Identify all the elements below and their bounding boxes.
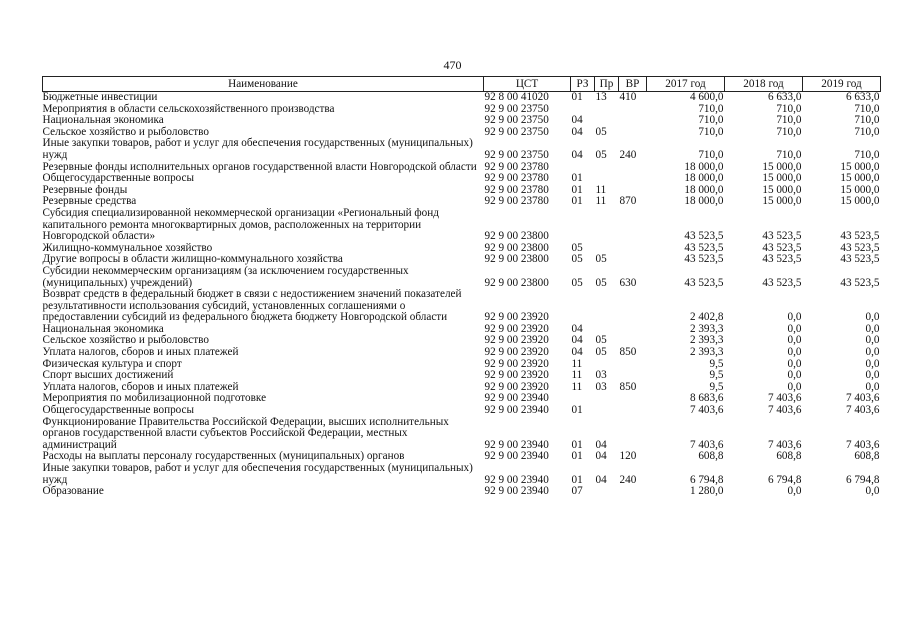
row-pr: 05 (595, 148, 607, 161)
budget-table (42, 76, 881, 498)
row-rz: 11 (571, 369, 583, 382)
row-pr: 04 (595, 450, 607, 463)
row-value-2019: 7 403,6 (845, 404, 880, 417)
row-vr (619, 208, 647, 243)
row-cst: 92 9 00 23920 (484, 334, 549, 347)
row-value-2019: 43 523,5 (840, 230, 880, 243)
row-vr (619, 393, 647, 405)
row-value-2017: 2 393,3 (689, 346, 724, 359)
row-name: Уплата налогов, сборов и иных платежей (42, 346, 239, 359)
row-name: Общегосударственные вопросы (42, 404, 195, 417)
row-value-2017: 18 000,0 (684, 172, 724, 185)
row-pr (595, 208, 619, 243)
row-rz: 11 (571, 380, 583, 393)
row-cst: 92 9 00 23800 (484, 276, 549, 289)
table-row (43, 289, 881, 324)
row-name: Сельское хозяйство и рыболовство (42, 125, 209, 138)
row-value-2019: 0,0 (865, 485, 880, 498)
row-vr: 850 (619, 346, 637, 359)
row-pr (595, 173, 619, 185)
row-rz: 04 (571, 148, 583, 161)
row-pr: 11 (595, 183, 607, 196)
row-cst: 92 9 00 23920 (484, 380, 549, 393)
row-cst: 92 9 00 23920 (484, 346, 549, 359)
row-cst: 92 9 00 23800 (484, 253, 549, 266)
row-name: Расходы на выплаты персоналу государственных (муниципальных) органов (42, 450, 405, 463)
row-name: Функционирование Правительства Российской Федерации, высших исполнительных органов государственной власти субъектов Российской Федерации, местных администраций (42, 415, 449, 451)
table-row (43, 92, 881, 104)
row-value-2018: 0,0 (787, 346, 802, 359)
row-value-2019: 710,0 (854, 114, 880, 127)
row-name: Резервные фонды (42, 183, 128, 196)
row-cst: 92 9 00 23940 (484, 404, 549, 417)
row-value-2018: 6 633,0 (767, 91, 802, 103)
row-name: Резервные средства (42, 195, 137, 208)
row-value-2017: 18 000,0 (684, 160, 724, 173)
row-rz: 04 (571, 334, 583, 347)
row-value-2018: 43 523,5 (762, 253, 802, 266)
table-row (43, 405, 881, 417)
row-cst: 92 9 00 23750 (484, 114, 549, 127)
row-cst: 92 9 00 23940 (484, 392, 549, 405)
row-vr (619, 289, 647, 324)
table-row (43, 266, 881, 289)
table-row (43, 138, 881, 161)
row-value-2017: 43 523,5 (684, 230, 724, 243)
row-value-2018: 0,0 (787, 380, 802, 393)
row-vr: 630 (619, 276, 637, 289)
row-rz: 11 (571, 357, 583, 370)
row-rz: 01 (571, 473, 583, 486)
row-value-2018: 710,0 (776, 102, 802, 115)
row-value-2018: 0,0 (787, 311, 802, 324)
row-pr: 05 (595, 276, 607, 289)
header-rz: РЗ (571, 77, 595, 92)
row-cst: 92 9 00 23750 (484, 148, 549, 161)
row-value-2019: 0,0 (865, 334, 880, 347)
row-value-2019: 0,0 (865, 322, 880, 335)
row-value-2018: 43 523,5 (762, 241, 802, 254)
row-value-2017: 9,5 (709, 369, 724, 382)
row-name: Субсидия специализированной некоммерческой организации «Региональный фонд капитального ремонта многоквартирных домов, расположенных на территории Новгородской области» (42, 206, 439, 243)
row-value-2017: 9,5 (709, 380, 724, 393)
row-cst: 92 9 00 23920 (484, 311, 549, 324)
row-name: Бюджетные инвестиции (42, 91, 158, 103)
row-value-2017: 43 523,5 (684, 253, 724, 266)
row-rz: 04 (571, 125, 583, 138)
row-value-2018: 43 523,5 (762, 276, 802, 289)
row-rz: 01 (571, 450, 583, 463)
row-name: Мероприятия по мобилизационной подготовке (42, 392, 267, 405)
row-cst: 92 9 00 23800 (484, 241, 549, 254)
row-pr: 05 (595, 125, 607, 138)
row-cst: 92 9 00 23750 (484, 102, 549, 115)
row-pr: 05 (595, 334, 607, 347)
row-value-2019: 43 523,5 (840, 253, 880, 266)
row-vr (619, 127, 647, 139)
row-vr: 120 (619, 450, 637, 463)
row-name: Сельское хозяйство и рыболовство (42, 334, 209, 347)
row-value-2019: 0,0 (865, 369, 880, 382)
row-pr: 04 (595, 473, 607, 486)
row-cst: 92 9 00 23920 (484, 369, 549, 382)
row-rz: 01 (571, 404, 583, 417)
row-vr (619, 254, 647, 266)
row-value-2019: 15 000,0 (840, 160, 880, 173)
row-pr: 11 (595, 195, 607, 208)
row-vr (619, 417, 647, 452)
row-value-2017: 710,0 (698, 148, 724, 161)
row-value-2017: 43 523,5 (684, 241, 724, 254)
row-name: Иные закупки товаров, работ и услуг для обеспечения государственных (муниципальных) нужд (42, 462, 473, 486)
row-value-2018: 0,0 (787, 357, 802, 370)
row-value-2018: 0,0 (787, 334, 802, 347)
page-number: 470 (443, 58, 462, 72)
row-value-2017: 7 403,6 (689, 404, 724, 417)
row-cst: 92 9 00 23750 (484, 125, 549, 138)
row-value-2019: 0,0 (865, 380, 880, 393)
row-value-2018: 6 794,8 (767, 473, 802, 486)
row-value-2019: 0,0 (865, 346, 880, 359)
row-rz: 01 (571, 91, 583, 103)
row-name: Уплата налогов, сборов и иных платежей (42, 380, 239, 393)
header-2018: 2018 год (725, 77, 803, 92)
row-value-2019: 710,0 (854, 148, 880, 161)
row-value-2019: 710,0 (854, 102, 880, 115)
row-vr (619, 162, 647, 174)
row-name: Жилищно-коммунальное хозяйство (42, 241, 213, 254)
row-cst: 92 9 00 23940 (484, 485, 549, 498)
row-value-2019: 7 403,6 (845, 392, 880, 405)
row-vr (619, 243, 647, 255)
row-name: Субсидии некоммерческим организациям (за исключением государственных (муниципальных) учреждений) (42, 264, 409, 289)
row-cst: 92 9 00 23940 (484, 450, 549, 463)
row-name: Общегосударственные вопросы (42, 172, 195, 185)
header-2017: 2017 год (647, 77, 725, 92)
row-value-2017: 9,5 (709, 357, 724, 370)
row-value-2018: 43 523,5 (762, 230, 802, 243)
row-name: Физическая культура и спорт (42, 357, 182, 370)
row-value-2019: 6 794,8 (845, 473, 880, 486)
row-vr (619, 115, 647, 127)
table-row (43, 417, 881, 452)
row-value-2017: 6 794,8 (689, 473, 724, 486)
row-value-2018: 0,0 (787, 485, 802, 498)
row-vr (619, 486, 647, 498)
header-2019: 2019 год (803, 77, 881, 92)
row-cst: 92 9 00 23780 (484, 183, 549, 196)
row-pr (595, 405, 619, 417)
row-rz: 01 (571, 183, 583, 196)
row-cst: 92 9 00 23920 (484, 322, 549, 335)
table-body (43, 92, 881, 498)
header-row (43, 77, 881, 92)
row-rz: 07 (571, 485, 583, 498)
row-pr (595, 104, 619, 116)
row-rz: 04 (571, 114, 583, 127)
row-value-2019: 15 000,0 (840, 195, 880, 208)
row-vr: 410 (619, 91, 637, 103)
row-vr (619, 173, 647, 185)
row-name: Национальная экономика (42, 114, 164, 127)
row-name: Другие вопросы в области жилищно-коммунального хозяйства (42, 253, 343, 266)
row-pr (595, 289, 619, 324)
row-value-2019: 15 000,0 (840, 172, 880, 185)
row-cst: 92 9 00 23940 (484, 473, 549, 486)
row-value-2018: 710,0 (776, 148, 802, 161)
row-rz: 04 (571, 322, 583, 335)
row-value-2017: 710,0 (698, 114, 724, 127)
row-value-2018: 608,8 (776, 450, 802, 463)
row-pr: 05 (595, 253, 607, 266)
row-pr: 05 (595, 346, 607, 359)
row-value-2017: 1 280,0 (689, 485, 724, 498)
row-value-2019: 0,0 (865, 311, 880, 324)
row-cst: 92 9 00 23780 (484, 195, 549, 208)
row-name: Национальная экономика (42, 322, 164, 335)
row-value-2018: 0,0 (787, 322, 802, 335)
row-value-2017: 2 402,8 (689, 311, 724, 324)
table-header (43, 77, 881, 92)
row-vr: 240 (619, 473, 637, 486)
row-value-2018: 7 403,6 (767, 404, 802, 417)
row-rz (571, 208, 595, 243)
row-value-2017: 8 683,6 (689, 392, 724, 405)
row-cst: 92 9 00 23920 (484, 357, 549, 370)
row-name: Спорт высших достижений (42, 369, 174, 382)
row-value-2019: 608,8 (854, 450, 880, 463)
row-value-2019: 710,0 (854, 125, 880, 138)
row-pr (595, 393, 619, 405)
row-name: Возврат средств в федеральный бюджет в связи с недостижением значений показателей результативности использования субсидий, установленных соглашениями о предоставлении субсидий из федерального бюджета бюджету Новгородской области (42, 288, 462, 324)
row-pr (595, 162, 619, 174)
row-value-2018: 15 000,0 (762, 183, 802, 196)
table-row (43, 486, 881, 498)
table-row (43, 463, 881, 486)
row-value-2019: 43 523,5 (840, 241, 880, 254)
header-cst: ЦСТ (484, 77, 571, 92)
row-value-2017: 710,0 (698, 102, 724, 115)
row-value-2017: 7 403,6 (689, 438, 724, 451)
row-value-2017: 4 600,0 (689, 91, 724, 103)
row-pr: 13 (595, 91, 607, 103)
row-cst: 92 9 00 23780 (484, 160, 549, 173)
row-name: Образование (42, 485, 104, 498)
row-cst: 92 9 00 23940 (484, 438, 549, 451)
row-cst: 92 8 00 41020 (484, 91, 549, 103)
row-vr: 850 (619, 380, 637, 393)
table-row (43, 173, 881, 185)
row-value-2018: 7 403,6 (767, 392, 802, 405)
row-rz: 05 (571, 276, 583, 289)
row-value-2017: 710,0 (698, 125, 724, 138)
row-value-2019: 43 523,5 (840, 276, 880, 289)
row-pr: 03 (595, 380, 607, 393)
row-pr: 04 (595, 438, 607, 451)
row-cst: 92 9 00 23780 (484, 172, 549, 185)
table-row (43, 104, 881, 116)
row-value-2017: 18 000,0 (684, 183, 724, 196)
table-row (43, 185, 881, 197)
row-rz: 05 (571, 241, 583, 254)
row-vr (619, 359, 647, 371)
row-value-2018: 15 000,0 (762, 195, 802, 208)
row-value-2019: 7 403,6 (845, 438, 880, 451)
row-value-2018: 15 000,0 (762, 172, 802, 185)
row-value-2017: 18 000,0 (684, 195, 724, 208)
row-name: Иные закупки товаров, работ и услуг для обеспечения государственных (муниципальных) нужд (42, 137, 473, 161)
row-value-2017: 43 523,5 (684, 276, 724, 289)
row-pr (595, 486, 619, 498)
row-vr: 240 (619, 148, 637, 161)
header-name: Наименование (43, 77, 484, 92)
row-rz: 01 (571, 438, 583, 451)
header-pr: Пр (595, 77, 619, 92)
table-row (43, 208, 881, 243)
row-value-2019: 15 000,0 (840, 183, 880, 196)
row-value-2018: 710,0 (776, 114, 802, 127)
row-value-2017: 2 393,3 (689, 322, 724, 335)
row-value-2017: 608,8 (698, 450, 724, 463)
row-value-2018: 7 403,6 (767, 438, 802, 451)
row-name: Мероприятия в области сельскохозяйственного производства (42, 102, 335, 115)
row-name: Резервные фонды исполнительных органов государственной власти Новгородской области (42, 160, 477, 173)
row-value-2017: 2 393,3 (689, 334, 724, 347)
row-rz: 01 (571, 195, 583, 208)
row-value-2018: 15 000,0 (762, 160, 802, 173)
row-vr: 870 (619, 195, 637, 208)
row-value-2018: 0,0 (787, 369, 802, 382)
row-pr: 03 (595, 369, 607, 382)
row-value-2019: 6 633,0 (845, 91, 880, 103)
header-vr: ВР (619, 77, 647, 92)
row-rz: 01 (571, 172, 583, 185)
row-vr (619, 104, 647, 116)
row-vr (619, 405, 647, 417)
row-value-2018: 710,0 (776, 125, 802, 138)
row-cst: 92 9 00 23800 (484, 230, 549, 243)
table-row (43, 347, 881, 359)
row-vr (619, 324, 647, 336)
row-rz: 05 (571, 253, 583, 266)
row-value-2019: 0,0 (865, 357, 880, 370)
row-rz: 04 (571, 346, 583, 359)
row-rz (571, 289, 595, 324)
